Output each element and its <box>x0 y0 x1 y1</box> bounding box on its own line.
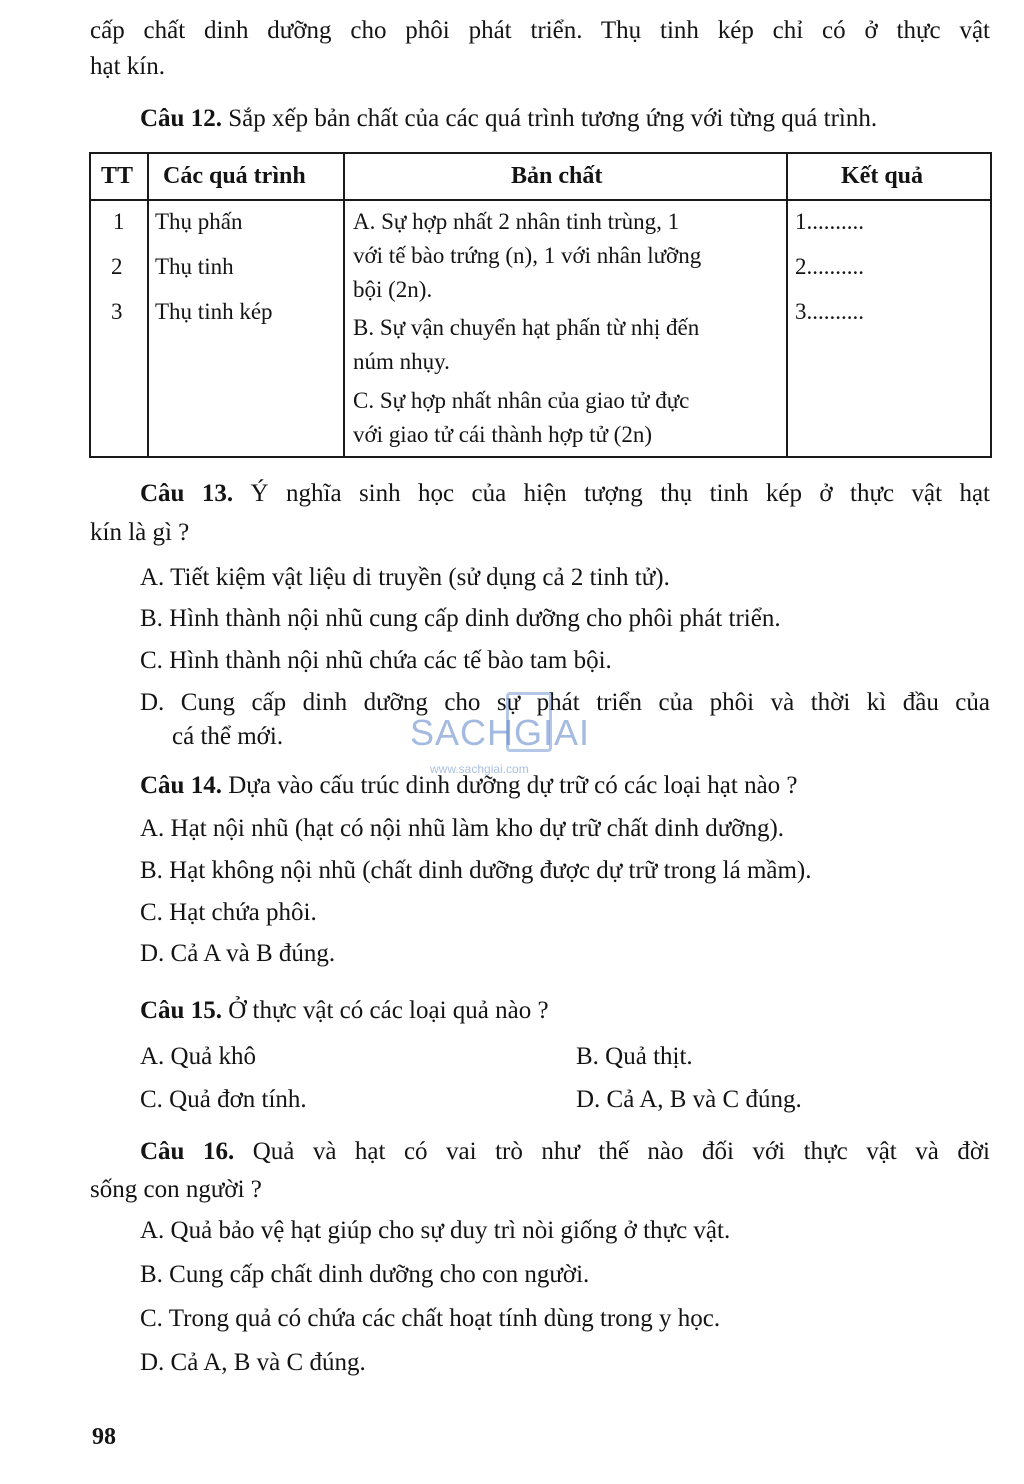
essence-line: C. Sự hợp nhất nhân của giao tử đực <box>353 388 690 413</box>
answer-16-b: B. Cung cấp chất dinh dưỡng cho con người. <box>140 1261 590 1288</box>
answer-15-a: A. Quả khô <box>140 1043 256 1070</box>
watermark-brand: SACHGIAI <box>410 712 591 753</box>
answer-14-c: C. Hạt chứa phôi. <box>140 899 317 926</box>
essence-line: bội (2n). <box>353 277 433 302</box>
answer-15-c: C. Quả đơn tính. <box>140 1086 307 1113</box>
header-tt: TT <box>101 163 134 189</box>
table-col-divider <box>147 154 149 456</box>
answer-14-a: A. Hạt nội nhũ (hạt có nội nhũ làm kho dự trữ chất dinh dưỡng). <box>140 815 785 842</box>
question-12 <box>140 104 877 134</box>
question-13 <box>140 479 990 509</box>
answer-13-a: A. Tiết kiệm vật liệu di truyền (sử dụng cả 2 tinh tử). <box>140 564 670 591</box>
header-processes: Các quá trình <box>163 163 306 189</box>
answer-14-b: B. Hạt không nội nhũ (chất dinh dưỡng được dự trữ trong lá mầm). <box>140 857 812 884</box>
row-number: 2 <box>111 254 123 279</box>
process-name: Thụ tinh kép <box>155 299 273 324</box>
question-15-label: Câu 15. <box>140 997 222 1024</box>
process-table <box>89 152 992 458</box>
essence-line: với tế bào trứng (n), 1 với nhân lưỡng <box>353 243 702 268</box>
question-14-label: Câu 14. <box>140 772 222 799</box>
answer-16-c: C. Trong quả có chứa các chất hoạt tính dùng trong y học. <box>140 1305 721 1332</box>
question-13-cont: kín là gì ? <box>90 519 190 546</box>
row-number: 1 <box>113 209 125 234</box>
answer-13-c: C. Hình thành nội nhũ chứa các tế bào tam bội. <box>140 647 612 674</box>
process-name: Thụ tinh <box>155 254 234 279</box>
sachgiai-watermark <box>410 692 620 782</box>
result-blank: 1.......... <box>795 209 864 234</box>
table-col-divider <box>343 154 345 456</box>
question-13-text: Ý nghĩa sinh học của hiện tượng thụ tinh kép ở thực vật hạt <box>233 480 990 507</box>
result-blank: 3.......... <box>795 299 864 324</box>
question-16-label: Câu 16. <box>140 1138 235 1165</box>
answer-14-d: D. Cả A và B đúng. <box>140 940 336 967</box>
essence-line: với giao tử cái thành hợp tử (2n) <box>353 422 652 447</box>
question-16-cont: sống con người ? <box>90 1176 262 1203</box>
table-header-divider <box>91 199 990 201</box>
answer-13-d-cont: cá thể mới. <box>172 723 284 750</box>
essence-line: B. Sự vận chuyển hạt phấn từ nhị đến <box>353 315 700 340</box>
answer-16-d: D. Cả A, B và C đúng. <box>140 1349 366 1376</box>
essence-line: núm nhụy. <box>353 349 450 374</box>
intro-line-2: hạt kín. <box>90 53 165 80</box>
answer-13-b: B. Hình thành nội nhũ cung cấp dinh dưỡng cho phôi phát triển. <box>140 605 781 632</box>
table-col-divider <box>786 154 788 456</box>
intro-line-1: cấp chất dinh dưỡng cho phôi phát triển. Thụ tinh kép chỉ có ở thực vật <box>90 17 990 44</box>
row-number: 3 <box>111 299 123 324</box>
header-essence: Bản chất <box>511 163 603 189</box>
question-12-label: Câu 12. <box>140 105 222 132</box>
question-15 <box>140 996 549 1026</box>
header-result: Kết quả <box>841 163 924 189</box>
result-blank: 2.......... <box>795 254 864 279</box>
question-16 <box>140 1137 990 1167</box>
question-14-text: Dựa vào cấu trúc dinh dưỡng dự trữ có các loại hạt nào ? <box>221 772 798 799</box>
answer-16-a: A. Quả bảo vệ hạt giúp cho sự duy trì nòi giống ở thực vật. <box>140 1217 731 1244</box>
answer-13-d: D. Cung cấp dinh dưỡng cho sự phát triển của phôi và thời kì đầu của <box>140 689 990 716</box>
page-number: 98 <box>92 1424 116 1450</box>
question-16-text: Quả và hạt có vai trò như thế nào đối với thực vật và đời <box>234 1138 990 1165</box>
answer-15-b: B. Quả thịt. <box>576 1043 693 1070</box>
process-name: Thụ phấn <box>155 209 243 234</box>
answer-15-d: D. Cả A, B và C đúng. <box>576 1086 802 1113</box>
question-13-label: Câu 13. <box>140 480 234 507</box>
essence-line: A. Sự hợp nhất 2 nhân tinh trùng, 1 <box>353 209 680 234</box>
question-12-text: Sắp xếp bản chất của các quá trình tương ứng với từng quá trình. <box>221 105 878 132</box>
question-15-text: Ở thực vật có các loại quả nào ? <box>221 997 549 1024</box>
watermark-url: www.sachgiai.com <box>430 762 529 776</box>
